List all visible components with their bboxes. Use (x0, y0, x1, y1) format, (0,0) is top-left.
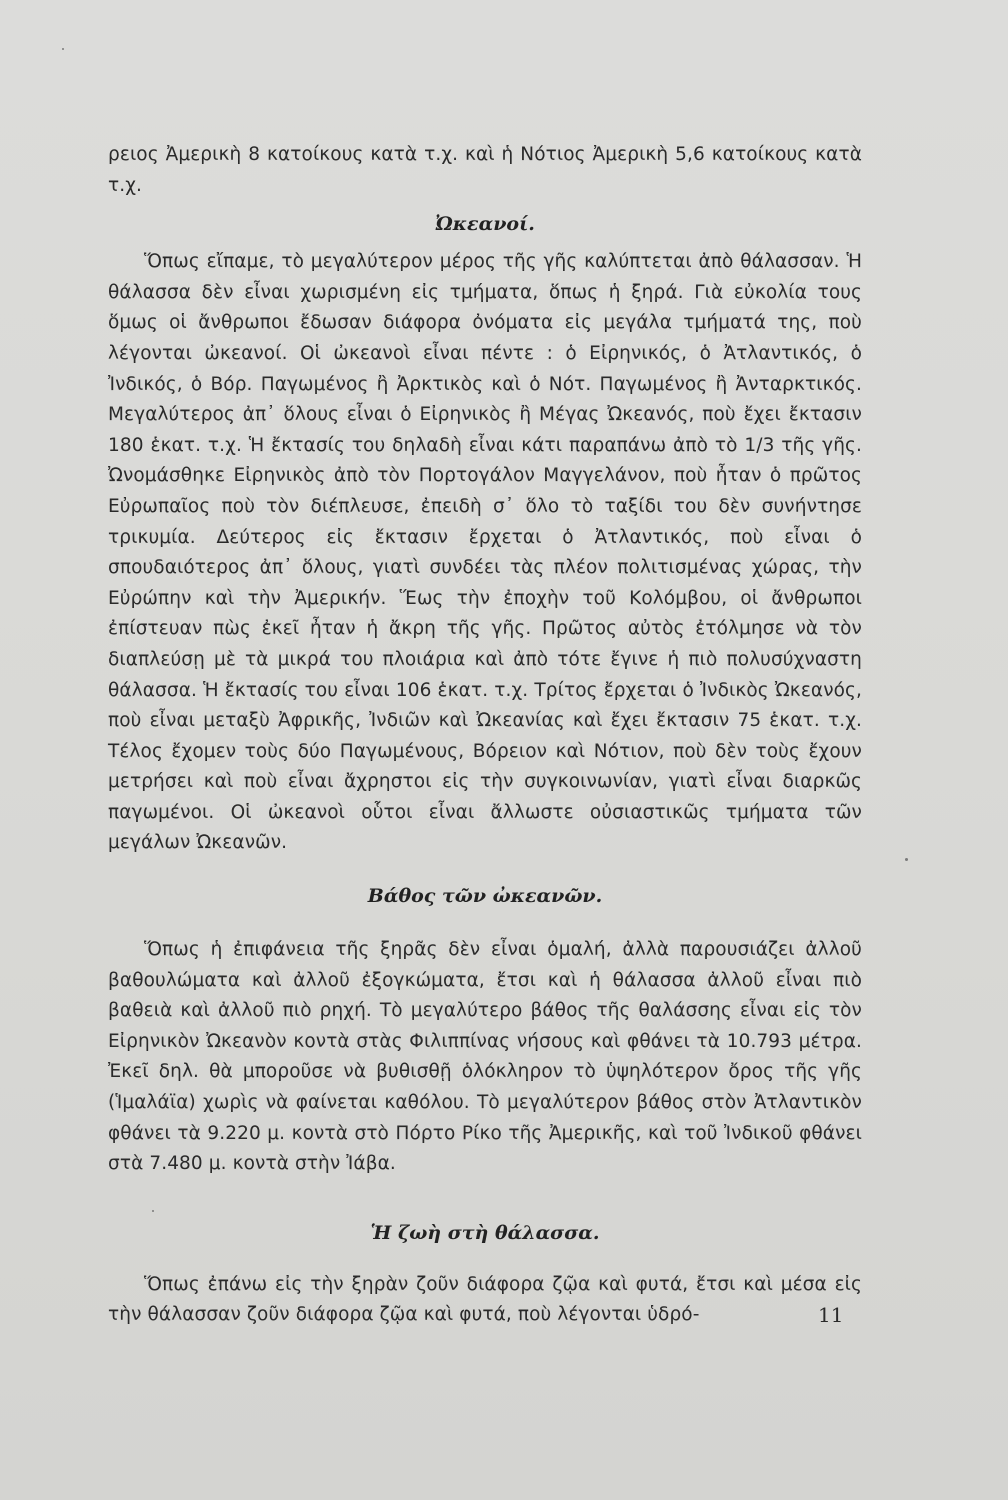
scan-speck (62, 48, 64, 50)
heading-ocean-depth: Βάθος τῶν ὠκεανῶν. (367, 885, 603, 908)
page-number: 11 (818, 1303, 844, 1327)
sea-life-paragraph: Ὅπως ἐπάνω εἰς τὴν ξηρὰν ζοῦν διάφορα ζῷα καὶ φυτά, ἔτσι καὶ μέσα εἰς τὴν θάλασσαν ζοῦν διάφορα ζῷα καὶ φυτά, ποὺ λέγονται ὑδρό- (108, 1273, 862, 1326)
depth-paragraph: Ὅπως ἡ ἐπιφάνεια τῆς ξηρᾶς δὲν εἶναι ὁμαλή, ἀλλὰ παρουσιάζει ἀλλοῦ βαθουλώματα καὶ ἀλλοῦ ἐξογκώματα, ἔτσι καὶ ἡ θάλασσα ἀλλοῦ εἶναι πιὸ βαθειὰ καὶ ἀλλοῦ πιὸ ρηχή. Τὸ μεγαλύτερο βάθος τῆς θαλάσσης εἶναι εἰς τὸν Εἰρηνικὸν Ὠκεανὸν κοντὰ στὰς Φιλιππίνας νήσους καὶ φθάνει τὰ 10.793 μέτρα. Ἐκεῖ δηλ. θὰ μποροῦσε νὰ βυθισθῇ ὁλόκληρον τὸ ὑψηλότερον ὄρος τῆς γῆς (Ἱμαλάϊα) χωρὶς νὰ φαίνεται καθόλου. Τὸ μεγαλύτερον βάθος στὸν Ἀτλαντικὸν φθάνει τὰ 9.220 μ. κοντὰ στὸ Πόρτο Ρίκο τῆς Ἀμερικῆς, καὶ τοῦ Ἰνδικοῦ φθάνει στὰ 7.480 μ. κοντὰ στὴν Ἰάβα. (108, 939, 862, 1175)
scan-speck (905, 858, 908, 861)
intro-paragraph: ρειος Ἀμερικὴ 8 κατοίκους κατὰ τ.χ. καὶ ἡ Νότιος Ἀμερικὴ 5,6 κατοίκους κατὰ τ.χ. (108, 144, 862, 196)
page-text (108, 140, 862, 1331)
oceans-paragraph: Ὅπως εἴπαμε, τὸ μεγαλύτερον μέρος τῆς γῆς καλύπτεται ἀπὸ θάλασσαν. Ἡ θάλασσα δὲν εἶναι χωρισμένη εἰς τμήματα, ὅπως ἡ ξηρά. Γιὰ εὐκολία τους ὅμως οἱ ἄνθρωποι ἔδωσαν διάφορα ὀνόματα εἰς μεγάλα τμήματά της, ποὺ λέγονται ὠκεανοί. Οἱ ὠκεανοὶ εἶναι πέντε : ὁ Εἰρηνικός, ὁ Ἀτλαντικός, ὁ Ἰνδικός, ὁ Βόρ. Παγωμένος ἢ Ἀρκτικὸς καὶ ὁ Νότ. Παγωμένος ἢ Ἀνταρκτικός. Μεγαλύτερος ἀπ᾿ ὅλους εἶναι ὁ Εἰρηνικὸς ἢ Μέγας Ὠκεανός, ποὺ ἔχει ἔκτασιν 180 ἑκατ. τ.χ. Ἡ ἔκτασίς του δηλαδὴ εἶναι κάτι παραπάνω ἀπὸ τὸ 1/3 τῆς γῆς. Ὠνομάσθηκε Εἰρηνικὸς ἀπὸ τὸν Πορτογάλον Μαγγελάνον, ποὺ ἦταν ὁ πρῶτος Εὐρωπαῖος ποὺ τὸν διέπλευσε, ἐπειδὴ σ᾿ ὅλο τὸ ταξίδι του δὲν συνήντησε τρικυμία. Δεύτερος εἰς ἔκτασιν ἔρχεται ὁ Ἀτλαντικός, ποὺ εἶναι ὁ σπουδαιότερος ἀπ᾿ ὅλους, γιατὶ συνδέει τὰς πλέον πολιτισμένας χώρας, τὴν Εὐρώπην καὶ τὴν Ἀμερικήν. Ἕως τὴν ἐποχὴν τοῦ Κολόμβου, οἱ ἄνθρωποι ἐπίστευαν πὼς ἐκεῖ ἦταν ἡ ἄκρη τῆς γῆς. Πρῶτος αὐτὸς ἐτόλμησε νὰ τὸν διαπλεύσῃ μὲ τὰ μικρά του πλοιάρια καὶ ἀπὸ τότε ἔγινε ἡ πιὸ πολυσύχναστη θάλασσα. Ἡ ἔκτασίς του εἶναι 106 ἑκατ. τ.χ. Τρίτος ἔρχεται ὁ Ἰνδικὸς Ὠκεανός, ποὺ εἶναι μεταξὺ Ἀφρικῆς, Ἰνδιῶν καὶ Ὠκεανίας καὶ ἔχει ἔκτασιν 75 ἑκατ. τ.χ. Τέλος ἔχομεν τοὺς δύο Παγωμένους, Βόρειον καὶ Νότιον, ποὺ δὲν τοὺς ἔχουν μετρήσει καὶ ποὺ εἶναι ἄχρηστοι εἰς τὴν συγκοινωνίαν, γιατὶ εἶναι διαρκῶς παγωμένοι. Οἱ ὠκεανοὶ οὗτοι εἶναι ἄλλωστε οὐσιαστικῶς τμήματα τῶν μεγάλων Ὠκεανῶν. (108, 251, 862, 854)
heading-oceans: Ὠκεανοί. (435, 213, 535, 236)
scan-speck (152, 1210, 154, 1212)
heading-sea-life: Ἡ ζωὴ στὴ θάλασσα. (370, 1221, 600, 1244)
